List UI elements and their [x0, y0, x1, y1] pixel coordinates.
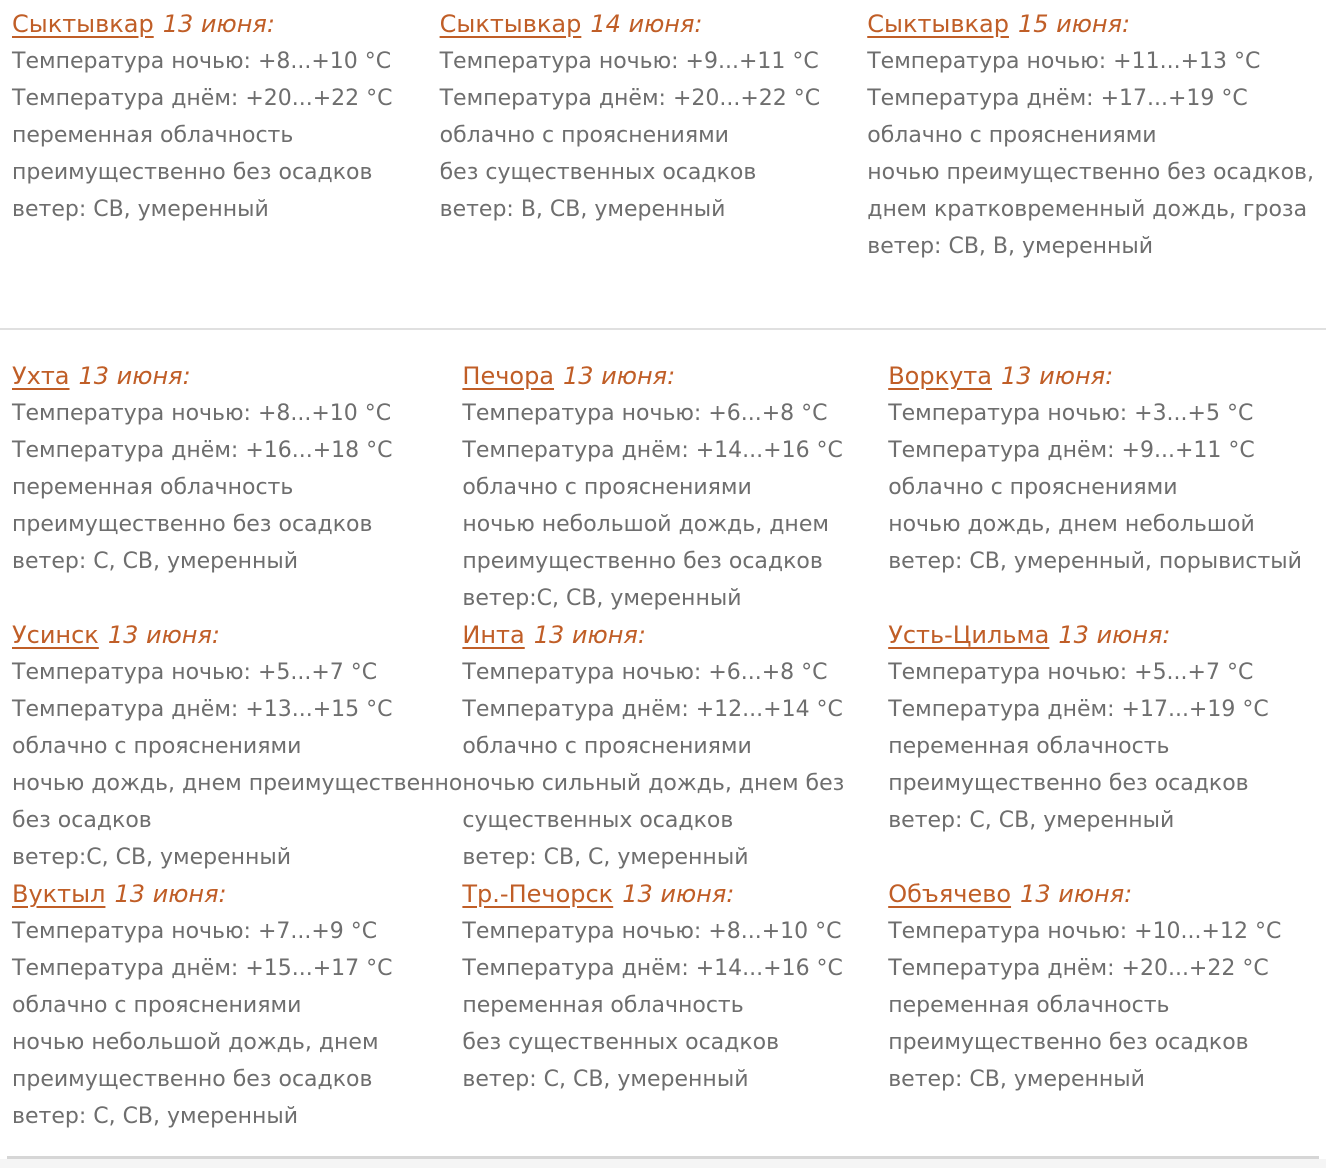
- forecast-date: 13 июня:: [114, 880, 227, 908]
- cloudiness: облачно с прояснениями: [439, 123, 729, 148]
- section-divider: [0, 328, 1326, 330]
- precipitation: преимущественно без осадков: [462, 549, 823, 574]
- cloudiness: переменная облачность: [12, 123, 294, 148]
- forecast-block: [12, 358, 462, 617]
- night-temperature: Температура ночью: +5...+7 °C: [888, 660, 1254, 685]
- night-temperature: Температура ночью: +6...+8 °C: [462, 401, 828, 426]
- day-temperature: Температура днём: +13...+15 °C: [12, 697, 393, 722]
- forecast-block: [12, 876, 462, 1135]
- cloudiness: переменная облачность: [462, 993, 744, 1018]
- wind: ветер:С, СВ, умеренный: [462, 586, 742, 611]
- night-temperature: Температура ночью: +7...+9 °C: [12, 919, 378, 944]
- night-temperature: Температура ночью: +8...+10 °C: [12, 401, 392, 426]
- precipitation: без существенных осадков: [439, 160, 757, 185]
- cloudiness: облачно с прояснениями: [462, 475, 752, 500]
- forecast-heading: [462, 876, 888, 913]
- night-temperature: Температура ночью: +3...+5 °C: [888, 401, 1254, 426]
- precipitation: преимущественно без осадков: [12, 1067, 373, 1092]
- forecast-block: [462, 617, 888, 876]
- city-link[interactable]: Тр.-Печорск: [462, 880, 614, 908]
- cloudiness: переменная облачность: [888, 734, 1170, 759]
- city-link[interactable]: Усть-Цильма: [888, 621, 1050, 649]
- footer-band: [0, 1159, 1326, 1168]
- forecast-block: [888, 876, 1314, 1135]
- wind: ветер: С, СВ, умеренный: [12, 549, 299, 574]
- precipitation: ночью дождь, днем преимущественно: [12, 771, 463, 796]
- day-temperature: Температура днём: +20...+22 °C: [439, 86, 821, 111]
- wind: ветер: С, СВ, умеренный: [462, 1067, 749, 1092]
- wind: ветер: СВ, В, умеренный: [867, 234, 1154, 259]
- regional-cities-section: [0, 358, 1326, 1135]
- city-link[interactable]: Сыктывкар: [12, 10, 154, 38]
- forecast-heading: [12, 358, 462, 395]
- precipitation: ночью небольшой дождь, днем: [12, 1030, 379, 1055]
- wind: ветер: С, СВ, умеренный: [12, 1104, 299, 1129]
- cloudiness: облачно с прояснениями: [12, 993, 302, 1018]
- cloudiness: облачно с прояснениями: [12, 734, 302, 759]
- forecast-heading: [12, 876, 462, 913]
- city-link[interactable]: Печора: [462, 362, 555, 390]
- forecast-heading: [888, 358, 1314, 395]
- precipitation: ночью дождь, днем небольшой: [888, 512, 1255, 537]
- syktyvkar-three-day-section: [0, 6, 1326, 265]
- forecast-heading: [12, 617, 462, 654]
- wind: ветер:С, СВ, умеренный: [12, 845, 292, 870]
- day-temperature: Температура днём: +17...+19 °C: [867, 86, 1248, 111]
- forecast-date: 13 июня:: [1058, 621, 1171, 649]
- day-temperature: Температура днём: +20...+22 °C: [888, 956, 1269, 981]
- city-link[interactable]: Сыктывкар: [439, 10, 582, 38]
- precipitation: ночью небольшой дождь, днем: [462, 512, 829, 537]
- forecast-date: 13 июня:: [1000, 362, 1114, 390]
- day-temperature: Температура днём: +14...+16 °C: [462, 438, 843, 463]
- day-temperature: Температура днём: +15...+17 °C: [12, 956, 393, 981]
- city-link[interactable]: Инта: [462, 621, 525, 649]
- forecast-block: [462, 876, 888, 1135]
- day-temperature: Температура днём: +16...+18 °C: [12, 438, 393, 463]
- cloudiness: облачно с прояснениями: [867, 123, 1157, 148]
- day-temperature: Температура днём: +9...+11 °C: [888, 438, 1255, 463]
- night-temperature: Температура ночью: +6...+8 °C: [462, 660, 828, 685]
- forecast-block: [867, 6, 1314, 265]
- forecast-date: 13 июня:: [533, 621, 646, 649]
- precipitation: преимущественно без осадков: [888, 771, 1249, 796]
- night-temperature: Температура ночью: +8...+10 °C: [12, 49, 392, 74]
- cloudiness: переменная облачность: [888, 993, 1170, 1018]
- precipitation: существенных осадков: [462, 808, 734, 833]
- night-temperature: Температура ночью: +9...+11 °C: [439, 49, 819, 74]
- cloudiness: облачно с прояснениями: [888, 475, 1178, 500]
- wind: ветер: СВ, умеренный: [12, 197, 269, 222]
- forecast-heading: [867, 6, 1314, 43]
- precipitation: преимущественно без осадков: [888, 1030, 1249, 1055]
- cloudiness: облачно с прояснениями: [462, 734, 752, 759]
- forecast-heading: [440, 6, 868, 43]
- forecast-date: 13 июня:: [107, 621, 220, 649]
- day-temperature: Температура днём: +12...+14 °C: [462, 697, 843, 722]
- forecast-heading: [888, 876, 1314, 913]
- precipitation: без существенных осадков: [462, 1030, 780, 1055]
- night-temperature: Температура ночью: +11...+13 °C: [867, 49, 1261, 74]
- precipitation: ночью сильный дождь, днем без: [462, 771, 845, 796]
- city-link[interactable]: Вуктыл: [12, 880, 106, 908]
- forecast-block: [12, 617, 462, 876]
- forecast-heading: [462, 358, 888, 395]
- day-temperature: Температура днём: +20...+22 °C: [12, 86, 393, 111]
- forecast-date: 14 июня:: [590, 10, 703, 38]
- city-link[interactable]: Сыктывкар: [867, 10, 1009, 38]
- forecast-heading: [12, 6, 440, 43]
- precipitation: днем кратковременный дождь, гроза: [867, 197, 1308, 222]
- forecast-date: 13 июня:: [622, 880, 735, 908]
- forecast-heading: [462, 617, 888, 654]
- wind: ветер: СВ, умеренный, порывистый: [888, 549, 1302, 574]
- forecast-date: 15 июня:: [1017, 10, 1131, 38]
- forecast-block: [440, 6, 868, 265]
- night-temperature: Температура ночью: +10...+12 °C: [888, 919, 1282, 944]
- forecast-block: [462, 358, 888, 617]
- forecast-block: [888, 358, 1314, 617]
- wind: ветер: СВ, С, умеренный: [462, 845, 749, 870]
- forecast-date: 13 июня:: [563, 362, 676, 390]
- night-temperature: Температура ночью: +5...+7 °C: [12, 660, 378, 685]
- wind: ветер: С, СВ, умеренный: [888, 808, 1175, 833]
- city-link[interactable]: Объячево: [888, 880, 1012, 908]
- forecast-block: [12, 6, 440, 265]
- forecast-block: [888, 617, 1314, 876]
- wind: ветер: В, СВ, умеренный: [439, 197, 726, 222]
- forecast-date: 13 июня:: [1020, 880, 1133, 908]
- forecast-date: 13 июня:: [78, 362, 191, 390]
- precipitation: без осадков: [12, 808, 152, 833]
- wind: ветер: СВ, умеренный: [888, 1067, 1145, 1092]
- city-link[interactable]: Усинск: [12, 621, 99, 649]
- night-temperature: Температура ночью: +8...+10 °C: [462, 919, 842, 944]
- precipitation: преимущественно без осадков: [12, 512, 373, 537]
- day-temperature: Температура днём: +14...+16 °C: [462, 956, 843, 981]
- cloudiness: переменная облачность: [12, 475, 294, 500]
- precipitation: ночью преимущественно без осадков,: [867, 160, 1314, 185]
- city-link[interactable]: Воркута: [888, 362, 992, 390]
- city-link[interactable]: Ухта: [12, 362, 70, 390]
- forecast-date: 13 июня:: [162, 10, 275, 38]
- precipitation: преимущественно без осадков: [12, 160, 373, 185]
- day-temperature: Температура днём: +17...+19 °C: [888, 697, 1269, 722]
- forecast-heading: [888, 617, 1314, 654]
